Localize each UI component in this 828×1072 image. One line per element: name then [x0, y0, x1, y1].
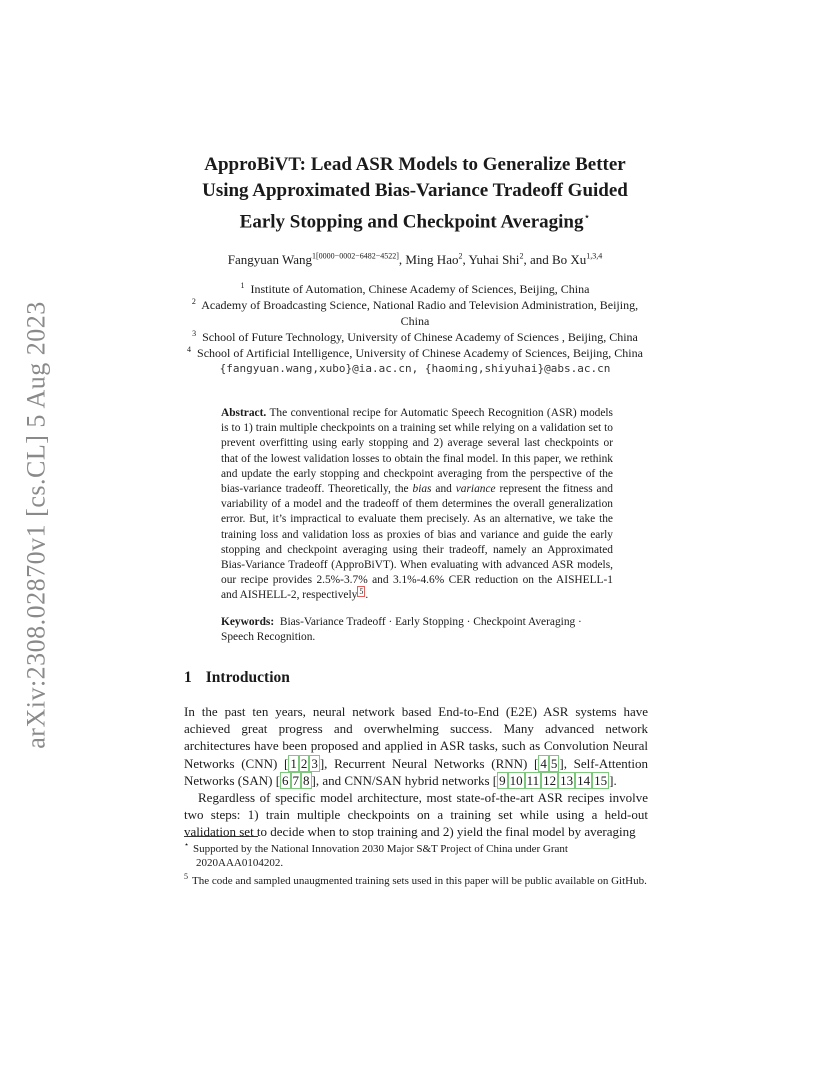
intro-paragraph-1: [184, 703, 648, 789]
citation-link[interactable]: 12: [543, 772, 557, 788]
section-title-text: Introduction: [205, 669, 290, 686]
author-3-sup: 2: [519, 251, 524, 261]
citation-link[interactable]: 10: [509, 772, 523, 788]
footnote-5: [184, 874, 650, 888]
title-footnote-star: ⋆: [583, 211, 591, 223]
footnote-5-link[interactable]: 5: [359, 586, 364, 596]
affiliation-1-sup: 1: [240, 281, 245, 290]
citation-link[interactable]: 7: [292, 772, 300, 788]
abstract-bias: bias: [412, 483, 432, 496]
affiliation-4: [180, 345, 650, 361]
author-list: [150, 252, 680, 268]
introduction-body: [184, 703, 648, 841]
intro-p1-text-d: ], and CNN/SAN hybrid networks [: [311, 772, 498, 788]
section-number: 1: [184, 669, 192, 686]
citation-link[interactable]: 8: [303, 772, 310, 788]
affiliation-3: [180, 329, 650, 345]
citation-link[interactable]: 13: [560, 772, 574, 788]
keywords-text: Bias-Variance Tradeoff · Early Stopping · Checkpoint Averaging · Speech Recognition.: [221, 616, 582, 644]
abstract-and: and: [431, 483, 456, 496]
affiliation-2-text: Academy of Broadcasting Science, National Radio and Television Administration, Beijing, China: [201, 298, 639, 328]
affiliation-1: [180, 281, 650, 297]
author-emails: {fangyuan.wang,xubo}@ia.ac.cn, {haoming,shiyuhai}@abs.ac.cn: [219, 362, 611, 375]
affiliation-3-text: School of Future Technology, University of Chinese Academy of Sciences , Beijing, China: [202, 330, 638, 344]
abstract-text-1: The conventional recipe for Automatic Speech Recognition (ASR) models is to 1) train multiple checkpoints on a training set while relying on a validation set to prevent overfitting using early stopping and 2) average several last checkpoints or that of the lowest validation losses to obtain the final model. In this paper, we rethink and update the early stopping and checkpoint averaging from the perspective of the bias-variance tradeoff. Theoretically, the: [221, 407, 613, 496]
affiliation-2-sup: 2: [191, 297, 196, 306]
author-1-sup: 1[0000−0002−6482−4522]: [312, 251, 399, 261]
citation-link[interactable]: 11: [526, 772, 540, 788]
citation-link[interactable]: 14: [577, 772, 591, 788]
footnotes: [184, 842, 650, 892]
title-line-3: [150, 204, 680, 235]
intro-p1-text-e: ].: [609, 772, 617, 788]
footnote-star: [184, 842, 650, 870]
footnote-5-text: The code and sampled unaugmented training sets used in this paper will be public available on GitHub.: [192, 875, 647, 887]
author-4-name: , and Bo Xu: [523, 252, 587, 267]
affiliation-3-sup: 3: [192, 329, 197, 338]
section-heading-introduction: [184, 669, 290, 687]
abstract: [221, 406, 613, 604]
citation-link[interactable]: 5: [550, 755, 558, 771]
paper-title: [150, 152, 680, 235]
keywords-label: Keywords:: [221, 616, 275, 628]
footnote-star-mark: ⋆: [184, 840, 190, 850]
affiliations: [180, 281, 650, 377]
author-1-name: Fangyuan Wang: [227, 252, 313, 267]
arxiv-side-stamp: [22, 290, 52, 760]
affiliation-2: [180, 297, 650, 329]
footnote-5-mark: 5: [184, 872, 188, 882]
author-2-name: , Ming Hao: [398, 252, 459, 267]
abstract-end: .: [365, 589, 369, 602]
intro-paragraph-2: Regardless of specific model architecture, most state-of-the-art ASR recipes involve two steps: 1) train multiple checkpoints on a training set while using a held-out validation set to decide when to stop training and 2) yield the final model by averaging: [184, 790, 648, 840]
citation-link[interactable]: 15: [594, 772, 608, 788]
affiliation-4-text: School of Artificial Intelligence, University of Chinese Academy of Sciences, Beijing, China: [197, 346, 643, 360]
citation-link[interactable]: 3: [311, 755, 318, 771]
footnote-divider: [184, 836, 258, 837]
citation-link[interactable]: 9: [499, 772, 506, 788]
arxiv-identifier: arXiv:2308.02870v1 [cs.CL] 5 Aug 2023: [22, 301, 51, 749]
title-line-2: Using Approximated Bias-Variance Tradeoff Guided: [202, 180, 628, 201]
author-3-name: , Yuhai Shi: [462, 252, 520, 267]
citation-link[interactable]: 4: [540, 755, 547, 771]
title-line-1: ApproBiVT: Lead ASR Models to Generalize Better: [204, 154, 626, 175]
abstract-variance: variance: [455, 483, 496, 496]
author-4-sup: 1,3,4: [586, 251, 603, 261]
abstract-label: Abstract.: [221, 407, 267, 419]
citation-link[interactable]: 2: [300, 755, 308, 771]
title-line-3-text: Early Stopping and Checkpoint Averaging: [239, 211, 584, 233]
intro-p1-text-b: ], Recurrent Neural Networks (RNN) [: [319, 755, 539, 771]
affiliation-1-text: Institute of Automation, Chinese Academy of Sciences, Beijing, China: [250, 282, 590, 296]
affiliation-4-sup: 4: [187, 345, 192, 354]
citation-link[interactable]: 1: [290, 755, 297, 771]
intro-p1-text-a: In the past ten years, neural network based End-to-End (E2E) ASR systems have achieved great progress and overwhelming success. Many advanced network architectures have been proposed and applied in ASR tasks, such as Convolution Neural Networks (CNN) [: [184, 704, 648, 771]
citation-link[interactable]: 6: [282, 772, 289, 788]
abstract-text-2: represent the fitness and variability of a model and the tradeoff of them determines the overall generalization error. But, it’s impractical to evaluate them precisely. As an alternative, we take the training loss and validation loss as proxies of bias and variance and guide the early stopping and checkpoint averaging using their tradeoff, namely an Approximated Bias-Variance Tradeoff (ApproBiVT). When evaluating with advanced ASR models, our recipe provides 2.5%-3.7% and 3.1%-4.6% CER reduction on the AISHELL-1 and AISHELL-2, respectively: [221, 483, 613, 602]
author-2-sup: 2: [458, 251, 463, 261]
footnote-star-text: Supported by the National Innovation 2030 Major S&T Project of China under Grant 2020AAA0104202.: [193, 843, 568, 869]
intro-p1-text-c: ], Self-Attention Networks (SAN) [: [184, 755, 648, 788]
keywords: [221, 615, 613, 645]
